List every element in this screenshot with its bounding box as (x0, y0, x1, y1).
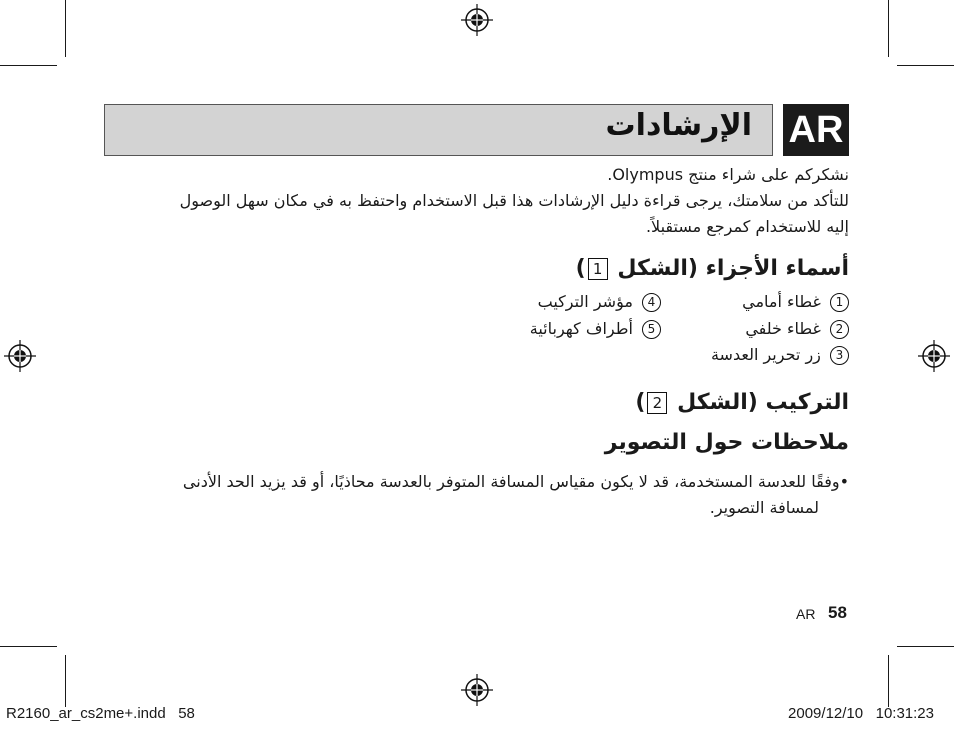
crop-mark (888, 655, 889, 707)
part-label: مؤشر التركيب (537, 292, 633, 311)
language-badge: AR (783, 104, 849, 156)
crop-mark (0, 646, 57, 647)
footer-filename: R2160_ar_cs2me+.indd 58 (6, 705, 195, 722)
footer-timestamp: 2009/12/10 10:31:23 (788, 705, 934, 722)
part-item (530, 319, 661, 339)
mount-heading (635, 390, 849, 415)
part-item (745, 319, 849, 339)
crop-mark (0, 65, 57, 66)
heading-paren: ) (575, 256, 586, 281)
page-title: الإرشادات (605, 108, 752, 143)
part-label: زر تحرير العدسة (710, 345, 821, 364)
part-label: أطراف كهربائية (529, 319, 633, 338)
parts-heading-text: أسماء الأجزاء (الشكل (617, 256, 849, 281)
intro-paragraph (129, 162, 849, 240)
part-number: 2 (830, 320, 849, 339)
part-label: غطاء خلفي (745, 319, 821, 338)
notes-line: •وفقًا للعدسة المستخدمة، قد لا يكون مقياس المسافة المتوفر بالعدسة محاذيًا، أو قد يزيد الحد الأدنى (182, 472, 849, 491)
registration-mark-icon (918, 340, 950, 372)
registration-mark-icon (461, 4, 493, 36)
crop-mark (888, 0, 889, 57)
intro-line: للتأكد من سلامتك، يرجى قراءة دليل الإرشادات هذا قبل الاستخدام واحتفظ به في مكان سهل الوصول (179, 191, 849, 210)
mount-heading-text: التركيب (الشكل (677, 390, 849, 415)
intro-line: نشكركم على شراء منتج Olympus. (607, 165, 849, 184)
part-item (711, 345, 849, 365)
figure-number-box: 2 (647, 392, 667, 414)
part-number: 1 (830, 293, 849, 312)
part-number: 5 (642, 320, 661, 339)
parts-heading (576, 256, 849, 281)
part-number: 3 (830, 346, 849, 365)
part-label: غطاء أمامي (742, 292, 821, 311)
part-item (538, 292, 661, 312)
intro-line: إليه للاستخدام كمرجع مستقبلاً. (645, 217, 849, 236)
crop-mark (897, 646, 954, 647)
crop-mark (897, 65, 954, 66)
title-bar (104, 104, 773, 156)
heading-paren: ) (635, 390, 646, 415)
page-language-label: AR (796, 606, 816, 622)
figure-number-box: 1 (588, 258, 608, 280)
page-number: 58 (828, 603, 847, 622)
part-item (742, 292, 849, 312)
registration-mark-icon (461, 674, 493, 706)
notes-bullet (129, 469, 849, 521)
notes-line: لمسافة التصوير. (709, 498, 819, 517)
crop-mark (65, 655, 66, 707)
notes-heading: ملاحظات حول التصوير (604, 430, 849, 455)
registration-mark-icon (4, 340, 36, 372)
part-number: 4 (642, 293, 661, 312)
crop-mark (65, 0, 66, 57)
